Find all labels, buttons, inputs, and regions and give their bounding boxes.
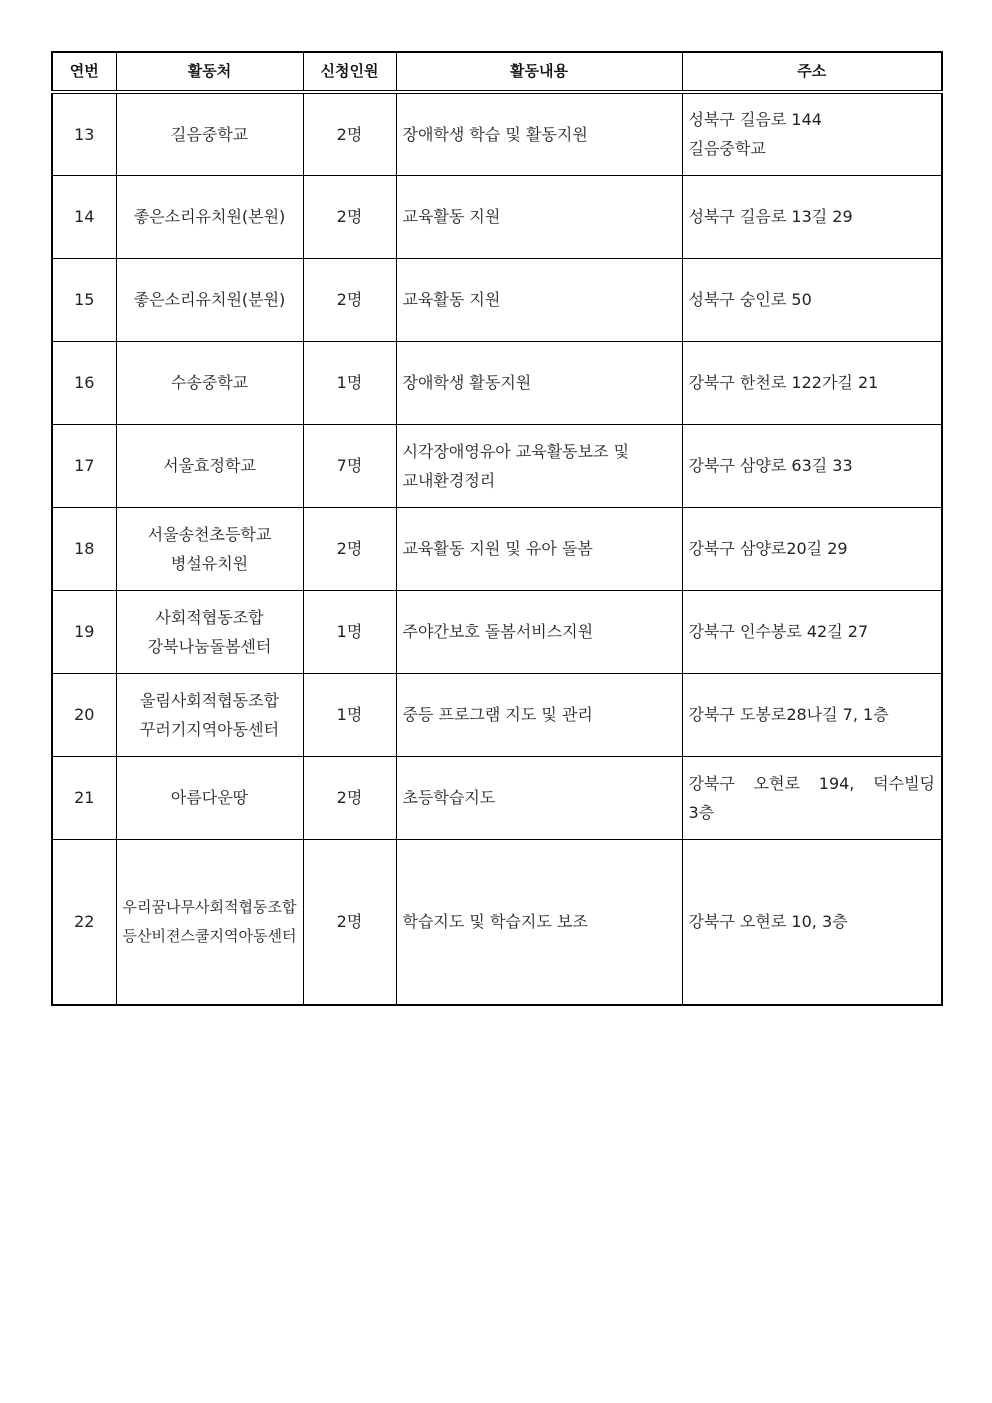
cell-count: 1명 bbox=[303, 673, 396, 756]
cell-num: 21 bbox=[52, 756, 116, 839]
table-row bbox=[52, 673, 942, 756]
table-row bbox=[52, 424, 942, 507]
cell-count: 2명 bbox=[303, 839, 396, 1005]
table-header-row bbox=[52, 52, 942, 92]
cell-count: 1명 bbox=[303, 341, 396, 424]
cell-activity bbox=[396, 839, 682, 1005]
cell-place bbox=[116, 756, 303, 839]
cell-activity bbox=[396, 590, 682, 673]
activity-line: 중등 프로그램 지도 및 관리 bbox=[402, 705, 593, 724]
address-line: 길음중학교 bbox=[688, 139, 766, 159]
cell-place bbox=[116, 590, 303, 673]
cell-address bbox=[682, 258, 942, 341]
cell-place bbox=[116, 839, 303, 1005]
place-line: 강북나눔돌봄센터 bbox=[147, 636, 272, 656]
place-line: 좋은소리유치원(분원) bbox=[133, 290, 286, 309]
place-line: 병설유치원 bbox=[170, 553, 249, 573]
table-row bbox=[52, 175, 942, 258]
activity-line: 시각장애영유아 교육활동보조 및 bbox=[402, 441, 630, 461]
address-line: 성북구 길음로 144 bbox=[688, 110, 822, 130]
address-line: 성북구 길음로 13길 29 bbox=[688, 207, 853, 226]
cell-activity bbox=[396, 507, 682, 590]
cell-place bbox=[116, 507, 303, 590]
cell-activity bbox=[396, 756, 682, 839]
cell-count: 7명 bbox=[303, 424, 396, 507]
place-line: 울림사회적협동조합 bbox=[139, 690, 280, 710]
header-count: 신청인원 bbox=[303, 52, 396, 92]
table-row bbox=[52, 341, 942, 424]
activity-line: 교육활동 지원 bbox=[402, 207, 501, 226]
cell-address bbox=[682, 341, 942, 424]
cell-count: 2명 bbox=[303, 92, 396, 175]
table-row bbox=[52, 92, 942, 175]
cell-activity bbox=[396, 673, 682, 756]
cell-address bbox=[682, 590, 942, 673]
cell-activity bbox=[396, 258, 682, 341]
header-place: 활동처 bbox=[116, 52, 303, 92]
cell-count: 2명 bbox=[303, 756, 396, 839]
cell-count: 2명 bbox=[303, 258, 396, 341]
table-row bbox=[52, 590, 942, 673]
address-line: 3층 bbox=[688, 802, 715, 822]
cell-num: 22 bbox=[52, 839, 116, 1005]
volunteer-sites-table bbox=[51, 51, 943, 1006]
address-line: 강북구 오현로 10, 3층 bbox=[688, 912, 848, 932]
table-row bbox=[52, 507, 942, 590]
cell-num: 20 bbox=[52, 673, 116, 756]
place-line: 수송중학교 bbox=[170, 373, 249, 392]
activity-line: 교육활동 지원 및 유아 돌봄 bbox=[402, 539, 593, 558]
place-line: 등산비젼스쿨지역아동센터 bbox=[122, 926, 297, 945]
cell-num: 19 bbox=[52, 590, 116, 673]
activity-line: 장애학생 학습 및 활동지원 bbox=[402, 124, 588, 144]
cell-count: 2명 bbox=[303, 175, 396, 258]
address-line: 강북구 삼양로20길 29 bbox=[688, 539, 848, 558]
header-address: 주소 bbox=[682, 52, 942, 92]
place-line: 사회적협동조합 bbox=[155, 607, 264, 627]
cell-place bbox=[116, 92, 303, 175]
cell-num: 18 bbox=[52, 507, 116, 590]
cell-num: 13 bbox=[52, 92, 116, 175]
address-line: 성북구 숭인로 50 bbox=[688, 290, 812, 309]
place-line: 길음중학교 bbox=[170, 124, 249, 144]
cell-num: 16 bbox=[52, 341, 116, 424]
header-activity: 활동내용 bbox=[396, 52, 682, 92]
activity-line: 교육활동 지원 bbox=[402, 290, 501, 309]
place-line: 서울송천초등학교 bbox=[147, 524, 272, 544]
cell-address bbox=[682, 92, 942, 175]
cell-address bbox=[682, 756, 942, 839]
document-page bbox=[51, 51, 941, 1006]
cell-num: 17 bbox=[52, 424, 116, 507]
activity-line: 장애학생 활동지원 bbox=[402, 373, 532, 392]
activity-line: 교내환경정리 bbox=[402, 470, 496, 490]
place-line: 서울효정학교 bbox=[163, 456, 256, 475]
cell-place bbox=[116, 175, 303, 258]
header-num: 연번 bbox=[52, 52, 116, 92]
cell-address bbox=[682, 175, 942, 258]
table-row bbox=[52, 756, 942, 839]
place-line: 아름다운땅 bbox=[170, 788, 249, 807]
cell-place bbox=[116, 341, 303, 424]
address-line: 강북구 오현로 194, 덕수빌딩 bbox=[688, 773, 935, 793]
activity-line: 학습지도 및 학습지도 보조 bbox=[402, 912, 588, 932]
cell-num: 14 bbox=[52, 175, 116, 258]
table-row bbox=[52, 258, 942, 341]
cell-activity bbox=[396, 92, 682, 175]
address-line: 강북구 인수봉로 42길 27 bbox=[688, 622, 869, 641]
address-line: 강북구 도봉로28나길 7, 1층 bbox=[688, 705, 889, 724]
cell-count: 2명 bbox=[303, 507, 396, 590]
cell-place bbox=[116, 424, 303, 507]
table-row bbox=[52, 839, 942, 1005]
address-line: 강북구 삼양로 63길 33 bbox=[688, 456, 853, 475]
place-line: 꾸러기지역아동센터 bbox=[139, 719, 280, 739]
cell-activity bbox=[396, 175, 682, 258]
cell-address bbox=[682, 507, 942, 590]
address-line: 강북구 한천로 122가길 21 bbox=[688, 373, 879, 392]
cell-activity bbox=[396, 424, 682, 507]
activity-line: 초등학습지도 bbox=[402, 788, 496, 807]
cell-address bbox=[682, 839, 942, 1005]
cell-count: 1명 bbox=[303, 590, 396, 673]
activity-line: 주야간보호 돌봄서비스지원 bbox=[402, 622, 594, 641]
cell-place bbox=[116, 258, 303, 341]
place-line: 좋은소리유치원(본원) bbox=[133, 207, 286, 226]
cell-num: 15 bbox=[52, 258, 116, 341]
place-line: 우리꿈나무사회적협동조합 bbox=[122, 897, 297, 916]
cell-place bbox=[116, 673, 303, 756]
cell-activity bbox=[396, 341, 682, 424]
cell-address bbox=[682, 424, 942, 507]
cell-address bbox=[682, 673, 942, 756]
